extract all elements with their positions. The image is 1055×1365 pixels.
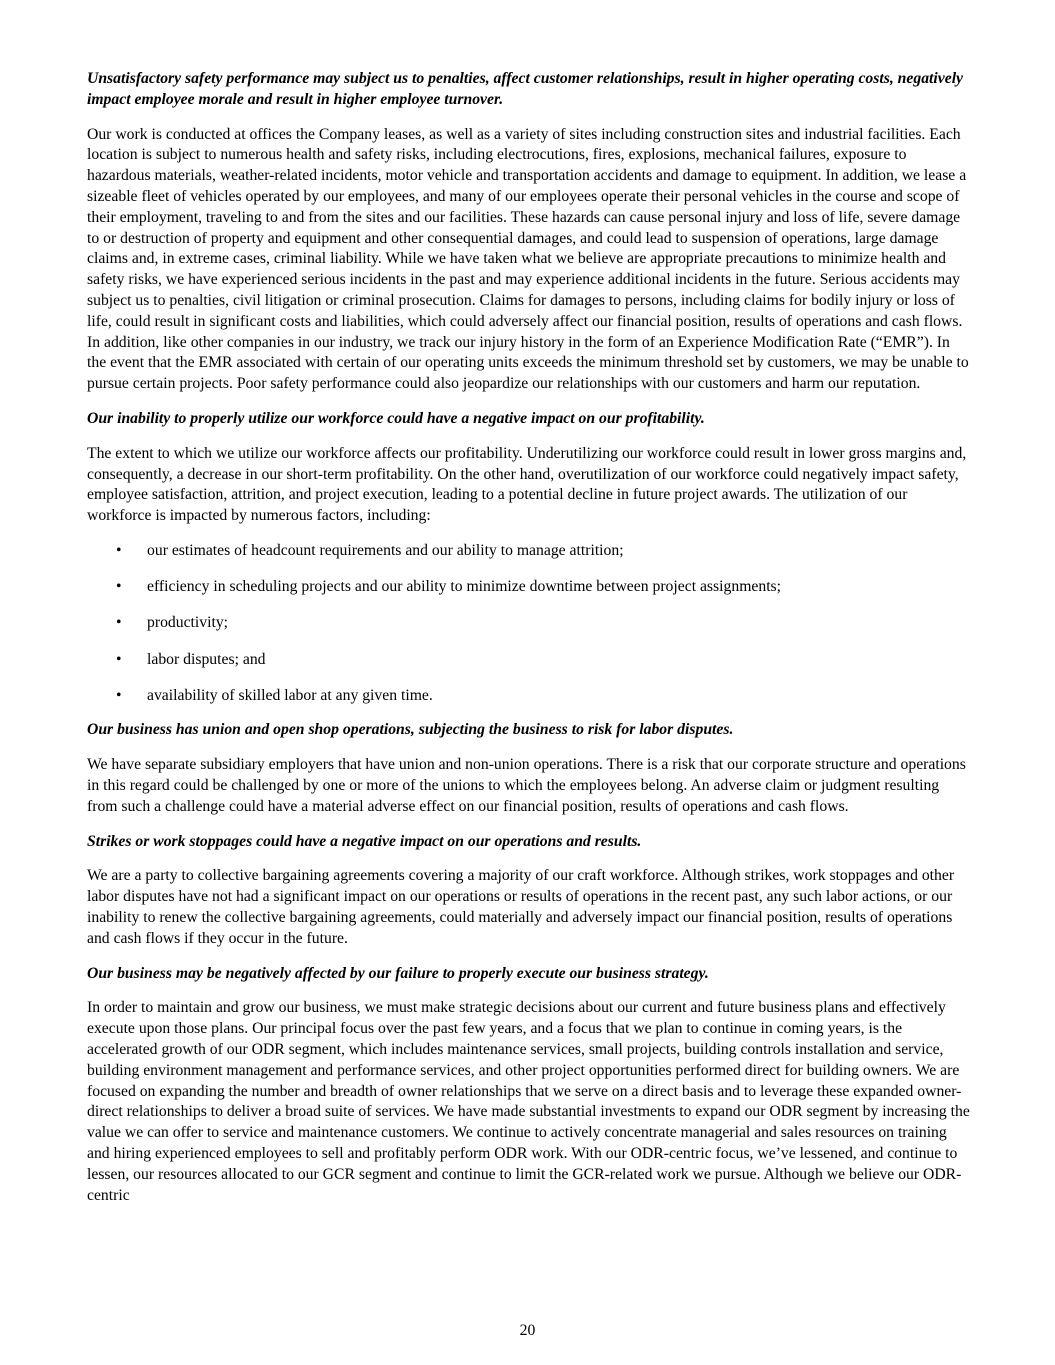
bullet-icon: •	[116, 578, 122, 596]
section-heading-strikes: Strikes or work stoppages could have a negative impact on our operations and results.	[87, 832, 642, 850]
section-heading-union: Our business has union and open shop operations, subjecting the business to risk for labor disputes.	[87, 721, 734, 739]
bullet-icon: •	[116, 541, 122, 559]
workforce-factors-list	[87, 541, 971, 707]
list-item	[87, 686, 971, 707]
section-paragraph-union: We have separate subsidiary employers that have union and non-union operations. There is a risk that our corporate structure and operations in this regard could be challenged by one or more of the unions to which the employees belong. An adverse claim or judgment resulting from such a challenge could have a material adverse effect on our financial position, results of operations and cash flows.	[87, 756, 966, 815]
page-number: 20	[519, 1322, 536, 1339]
list-item-text: labor disputes; and	[147, 650, 266, 668]
bullet-icon: •	[116, 650, 122, 668]
section-heading-strategy: Our business may be negatively affected by our failure to properly execute our business strategy.	[87, 964, 709, 982]
list-item-text: our estimates of headcount requirements and our ability to manage attrition;	[147, 541, 624, 559]
list-item	[87, 650, 971, 671]
section-paragraph-strikes: We are a party to collective bargaining agreements covering a majority of our craft workforce. Although strikes, work stoppages and other labor disputes have not had a significant impact on our operations or results of operations in the recent past, any such labor actions, or our inability to renew the collective bargaining agreements, could materially and adversely impact our financial position, results of operations and cash flows if they occur in the future.	[87, 867, 955, 947]
bullet-icon: •	[116, 686, 122, 704]
section-heading-workforce: Our inability to properly utilize our workforce could have a negative impact on our profitability.	[87, 409, 705, 427]
list-item-text: availability of skilled labor at any given time.	[147, 686, 433, 704]
section-paragraph-strategy: In order to maintain and grow our business, we must make strategic decisions about our current and future business plans and effectively execute upon those plans. Our principal focus over the past few years, and a focus that we plan to continue in coming years, is the accelerated growth of our ODR segment, which includes maintenance services, small projects, building controls installation and service, building environment management and performance services, and other project opportunities performed direct for building owners. We are focused on expanding the number and breadth of owner relationships that we serve on a direct basis and to leverage these expanded owner-direct relationships to deliver a broad suite of services. We have made substantial investments to expand our ODR segment by increasing the value we can offer to service and maintenance customers. We continue to actively concentrate managerial and sales resources on training and hiring experienced employees to sell and profitably perform ODR work. With our ODR-centric focus, we’ve lessened, and continue to lessen, our resources allocated to our GCR segment and continue to limit the GCR-related work we pursue. Although we believe our ODR-centric	[87, 999, 970, 1204]
list-item	[87, 577, 971, 598]
list-item	[87, 541, 971, 562]
section-heading-safety: Unsatisfactory safety performance may subject us to penalties, affect customer relationships, result in higher operating costs, negatively impact employee morale and result in higher employee turnover.	[87, 70, 964, 108]
section-paragraph-safety: Our work is conducted at offices the Company leases, as well as a variety of sites including construction sites and industrial facilities. Each location is subject to numerous health and safety risks, including electrocutions, fires, explosions, mechanical failures, exposure to hazardous materials, weather-related incidents, motor vehicle and transportation accidents and damage to equipment. In addition, we lease a sizeable fleet of vehicles operated by our employees, and many of our employees operate their personal vehicles in the course and scope of their employment, traveling to and from the sites and our facilities. These hazards can cause personal injury and loss of life, severe damage to or destruction of property and equipment and other consequential damages, and could lead to suspension of operations, large damage claims and, in extreme cases, criminal liability. While we have taken what we believe are appropriate precautions to minimize health and safety risks, we have experienced serious incidents in the past and may experience additional incidents in the future. Serious accidents may subject us to penalties, civil litigation or criminal prosecution. Claims for damages to persons, including claims for bodily injury or loss of life, could result in significant costs and liabilities, which could adversely affect our financial position, results of operations and cash flows. In addition, like other companies in our industry, we track our injury history in the form of an Experience Modification Rate (“EMR”). In the event that the EMR associated with certain of our operating units exceeds the minimum threshold set by customers, we may be unable to pursue certain projects. Poor safety performance could also jeopardize our relationships with our customers and harm our reputation.	[87, 125, 969, 393]
bullet-icon: •	[116, 614, 122, 632]
list-item-text: productivity;	[147, 614, 229, 632]
section-paragraph-workforce: The extent to which we utilize our workforce affects our profitability. Underutilizing our workforce could result in lower gross margins and, consequently, a decrease in our short-term profitability. On the other hand, overutilization of our workforce could negatively impact safety, employee satisfaction, attrition, and project execution, leading to a potential decline in future project awards. The utilization of our workforce is impacted by numerous factors, including:	[87, 444, 967, 525]
list-item	[87, 613, 971, 634]
document-page	[87, 69, 971, 1220]
list-item-text: efficiency in scheduling projects and our ability to minimize downtime between project assignments;	[147, 578, 782, 596]
